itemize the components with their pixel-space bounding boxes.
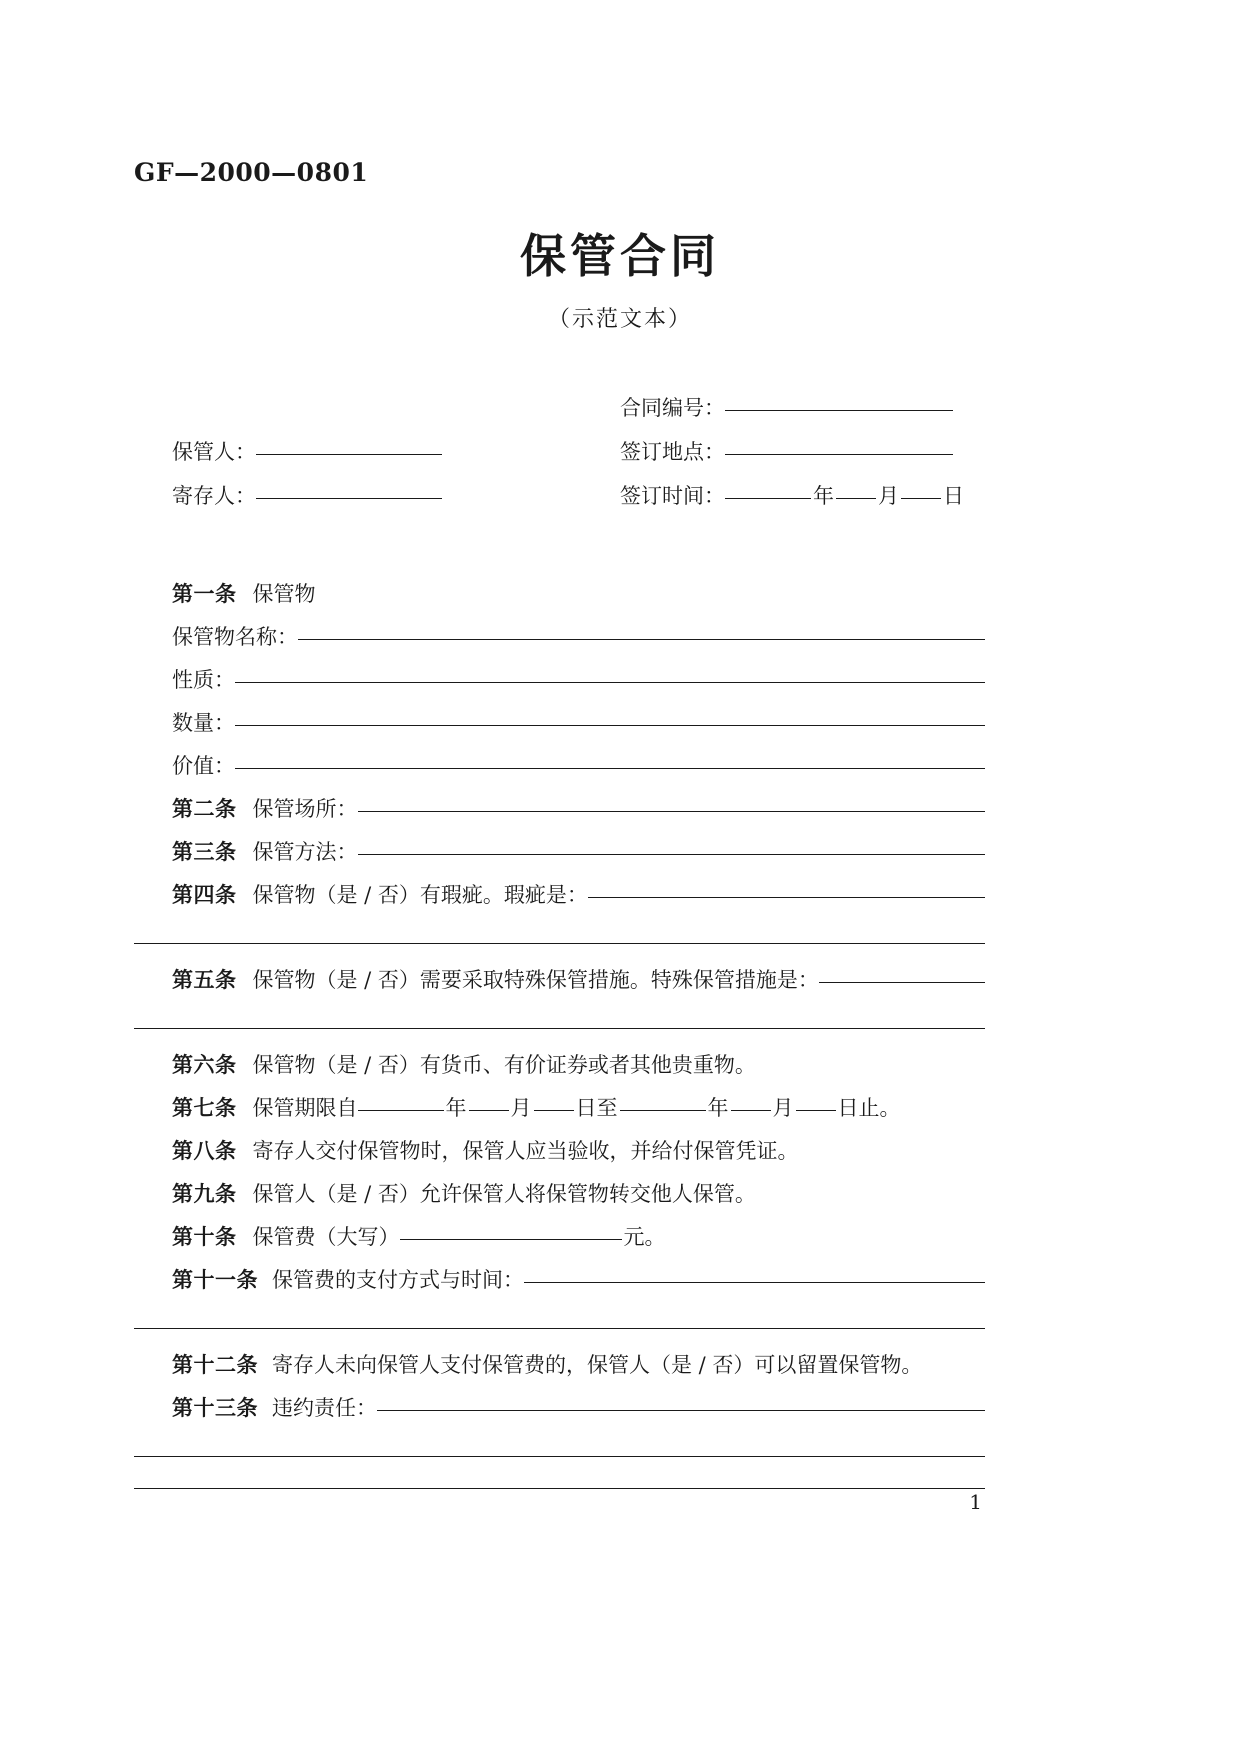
clause-text: 保管费（大写） [252,1225,400,1249]
contract-meta-block [0,388,1240,518]
meta-row-depositor-time [0,476,1240,516]
clause-number: 第四条 [172,882,237,907]
page-title: 保管合同 [520,229,720,283]
period-from-year-input[interactable] [358,1109,444,1111]
clause-fill-input[interactable] [235,724,985,726]
clause-number: 第十二条 [172,1352,258,1377]
clause-fill-input[interactable] [524,1281,985,1283]
clause-text: 保管物（是 / 否）需要采取特殊保管措施。特殊保管措施是： [252,968,819,992]
continuation-rule[interactable] [134,1455,985,1457]
sign-time-day-input[interactable] [901,497,941,499]
period-from-month-unit: 月 [510,1096,532,1120]
continuation-rule[interactable] [134,1027,985,1029]
clause-row [0,664,1240,707]
spacer [0,1457,1240,1477]
continuation-rule[interactable] [134,1487,985,1489]
clause-list [0,578,1240,1489]
clause-fill-input[interactable] [235,767,985,769]
period-to-day-unit: 日止。 [837,1096,901,1120]
clause-number: 第五条 [172,967,237,992]
clause-row [0,879,1240,922]
fee-amount-input[interactable] [400,1238,622,1240]
clause-text: 保管物（是 / 否）有货币、有价证券或者其他贵重物。 [252,1053,756,1077]
clause-fill-input[interactable] [298,638,985,640]
clause-row-fee [0,1221,1240,1264]
clause-row-period [0,1092,1240,1135]
title-block [0,228,1240,333]
clause-row [0,964,1240,1007]
period-to-month-unit: 月 [772,1096,794,1120]
period-from-month-input[interactable] [469,1109,509,1111]
clause-text: 保管人（是 / 否）允许保管人将保管物转交他人保管。 [252,1182,756,1206]
clause-row [0,1178,1240,1221]
period-to-day-input[interactable] [796,1109,836,1111]
clause-number: 第十条 [172,1224,237,1249]
clause-number: 第十一条 [172,1267,258,1292]
clause-text: 保管物名称： [172,625,298,649]
custodian-field [172,432,442,472]
contract-no-input[interactable] [725,409,953,411]
clause-number: 第六条 [172,1052,237,1077]
period-from-day-unit: 日至 [575,1096,618,1120]
clause-row [0,1264,1240,1307]
clause-text: 保管物 [252,582,316,606]
period-to-year-input[interactable] [620,1109,706,1111]
clause-number: 第二条 [172,796,237,821]
period-to-year-unit: 年 [707,1096,729,1120]
period-from-year-unit: 年 [445,1096,467,1120]
clause-row [0,1049,1240,1092]
document-code: GF—2000—0801 [134,158,369,187]
clause-number: 第七条 [172,1095,237,1120]
sign-time-month-unit: 月 [878,484,899,508]
clause-row [0,707,1240,750]
sign-time-month-input[interactable] [836,497,876,499]
custodian-label: 保管人： [172,440,256,464]
continuation-rule[interactable] [134,942,985,944]
clause-row [0,750,1240,793]
sign-place-field [620,432,953,472]
sign-time-year-input[interactable] [725,497,811,499]
clause-row [0,836,1240,879]
clause-row [0,578,1240,621]
clause-fill-input[interactable] [235,681,985,683]
meta-row-contract-no [0,388,1240,428]
clause-text: 保管费的支付方式与时间： [272,1268,524,1292]
clause-text: 寄存人交付保管物时，保管人应当验收，并给付保管凭证。 [252,1139,799,1163]
clause-number: 第一条 [172,581,237,606]
clause-text: 保管方法： [252,840,358,864]
clause-text: 数量： [172,711,235,735]
spacer [0,1007,1240,1027]
sign-time-label: 签订时间： [620,484,725,508]
clause-number: 第十三条 [172,1395,258,1420]
depositor-input[interactable] [256,497,442,499]
spacer [0,922,1240,942]
clause-text: 保管场所： [252,797,358,821]
fee-unit: 元。 [623,1225,666,1249]
sign-time-field [620,476,966,516]
clause-number: 第九条 [172,1181,237,1206]
meta-row-custodian-place [0,432,1240,472]
clause-fill-input[interactable] [588,896,985,898]
clause-row [0,793,1240,836]
clause-number: 第三条 [172,839,237,864]
contract-no-field [620,388,953,428]
clause-text: 价值： [172,754,235,778]
depositor-field [172,476,442,516]
clause-row [0,1135,1240,1178]
sign-place-label: 签订地点： [620,440,725,464]
page-subtitle: （示范文本） [547,306,692,332]
spacer [0,1435,1240,1455]
clause-text: 违约责任： [272,1396,377,1420]
clause-text: 性质： [172,668,235,692]
clause-text: 保管物（是 / 否）有瑕疵。瑕疵是： [252,883,588,907]
spacer [0,1307,1240,1327]
spacer [0,1029,1240,1049]
clause-row [0,1349,1240,1392]
sign-time-day-unit: 日 [943,484,964,508]
clause-row [0,621,1240,664]
spacer [0,1329,1240,1349]
sign-place-input[interactable] [725,453,953,455]
sign-time-year-unit: 年 [813,484,834,508]
period-to-month-input[interactable] [731,1109,771,1111]
clause-fill-input[interactable] [358,810,986,812]
clause-text: 保管期限自 [252,1096,358,1120]
depositor-label: 寄存人： [172,484,256,508]
period-from-day-input[interactable] [534,1109,574,1111]
continuation-rule[interactable] [134,1327,985,1329]
contract-no-label: 合同编号： [620,396,725,420]
clause-fill-input[interactable] [358,853,986,855]
clause-row [0,1392,1240,1435]
clause-fill-input[interactable] [819,981,985,983]
clause-number: 第八条 [172,1138,237,1163]
spacer [0,1477,1240,1487]
custodian-input[interactable] [256,453,442,455]
spacer [0,944,1240,964]
page-number: 1 [969,1490,982,1514]
clause-fill-input[interactable] [377,1409,985,1411]
clause-text: 寄存人未向保管人支付保管费的，保管人（是 / 否）可以留置保管物。 [272,1353,923,1377]
